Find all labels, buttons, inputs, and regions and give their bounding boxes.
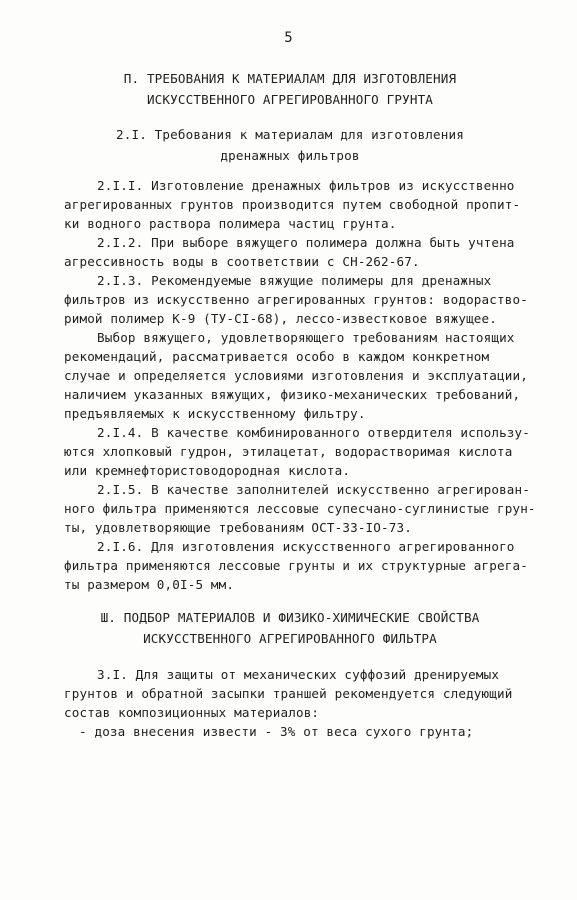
section-2-heading-line-2: ИСКУССТВЕННОГО АГРЕГИРОВАННОГО ГРУНТА bbox=[146, 92, 434, 107]
paragraph-2-1-2-line-2: агрессивность воды в соответствии с СН-262-67. bbox=[64, 254, 420, 269]
subsection-2-1-heading-line-1: 2.I. Требования к материалам для изготовления bbox=[116, 127, 464, 142]
section-2-heading-line-1: П. ТРЕБОВАНИЯ К МАТЕРИАЛАМ ДЛЯ ИЗГОТОВЛЕНИЯ bbox=[123, 71, 457, 86]
subsection-2-1-heading bbox=[40, 124, 540, 166]
paragraph-binder-choice-line-1: Выбор вяжущего, удовлетворяющего требованиям настоящих bbox=[97, 330, 515, 345]
paragraph-2-1-5-line-1: 2.I.5. В качестве заполнителей искусственно агрегирован- bbox=[97, 482, 530, 497]
paragraph-2-1-1-line-3: ки водного раствора полимера частиц грунта. bbox=[64, 216, 397, 231]
paragraph-2-1-3-line-1: 2.I.3. Рекомендуемые вяжущие полимеры для дренажных bbox=[97, 273, 492, 288]
paragraph-2-1-2-line-1: 2.I.2. При выборе вяжущего полимера должна быть учтена bbox=[97, 235, 515, 250]
paragraph-3-1-line-1: 3.I. Для защиты от механических суффозий дренируемых bbox=[97, 667, 500, 682]
subsection-2-1-heading-line-2: дренажных фильтров bbox=[220, 148, 360, 163]
paragraph-binder-choice-line-3: случае и определяется условиями изготовления и эксплуатации, bbox=[64, 368, 528, 383]
paragraph-binder-choice-line-4: наличием указанных вяжущих, физико-механических требований, bbox=[64, 387, 521, 402]
paragraph-binder-choice-line-2: рекомендаций, рассматривается особо в каждом конкретном bbox=[64, 349, 490, 364]
paragraph-2-1-4-line-3: или кремнефтористоводородная кислота. bbox=[64, 463, 351, 478]
paragraph-2-1-4-line-1: 2.I.4. В качестве комбинированного отвердителя использу- bbox=[97, 425, 530, 440]
paragraph-binder-choice-line-5: предъявляемых к искусственному фильтру. bbox=[64, 406, 366, 421]
section-3-heading-line-2: ИСКУССТВЕННОГО АГРЕГИРОВАННОГО ФИЛЬТРА bbox=[143, 631, 437, 646]
paragraph-3-1-line-2: грунтов и обратной засыпки траншей рекомендуется следующий bbox=[64, 686, 513, 701]
paragraph-2-1-4-line-2: ются хлопковый гудрон, этилацетат, водорастворимая кислота bbox=[64, 444, 513, 459]
paragraph-2-1-3-line-3: римой полимер К-9 (ТУ-СI-68), лессо-известковое вяжущее. bbox=[64, 311, 497, 326]
paragraph-2-1-3-line-2: фильтров из искусственно агрегированных грунтов: водораство- bbox=[64, 292, 528, 307]
paragraph-2-1-6-line-1: 2.I.6. Для изготовления искусственного агрегированного bbox=[97, 539, 515, 554]
paragraph-2-1-6-line-3: ты размером 0,0I-5 мм. bbox=[64, 577, 235, 592]
list-item-lime-dose: - доза внесения извести - 3% от веса сухого грунта; bbox=[79, 724, 474, 739]
paragraph-2-1-1-line-2: агрегированных грунтов производится путем свободной пропит- bbox=[64, 197, 521, 212]
section-2-heading bbox=[40, 68, 540, 110]
paragraph-3-1-line-3: состав композиционных материалов: bbox=[64, 705, 320, 720]
section-3-heading-line-1: Ш. ПОДБОР МАТЕРИАЛОВ И ФИЗИКО-ХИМИЧЕСКИЕ СВОЙСТВА bbox=[100, 610, 480, 625]
paragraph-2-1-1-line-1: 2.I.I. Изготовление дренажных фильтров из искусственно bbox=[97, 178, 515, 193]
paragraph-2-1-6-line-2: фильтра применяются лессовые грунты и их структурные агрега- bbox=[64, 558, 528, 573]
page-number: 5 bbox=[284, 30, 293, 46]
section-3-heading bbox=[40, 607, 540, 649]
paragraph-2-1-5-line-2: ного фильтра применяются лессовые супесчано-суглинистые грун- bbox=[64, 501, 536, 516]
paragraph-2-1-5-line-3: ты, удовлетворяющие требованиям ОСТ-33-IO-73. bbox=[64, 520, 412, 535]
